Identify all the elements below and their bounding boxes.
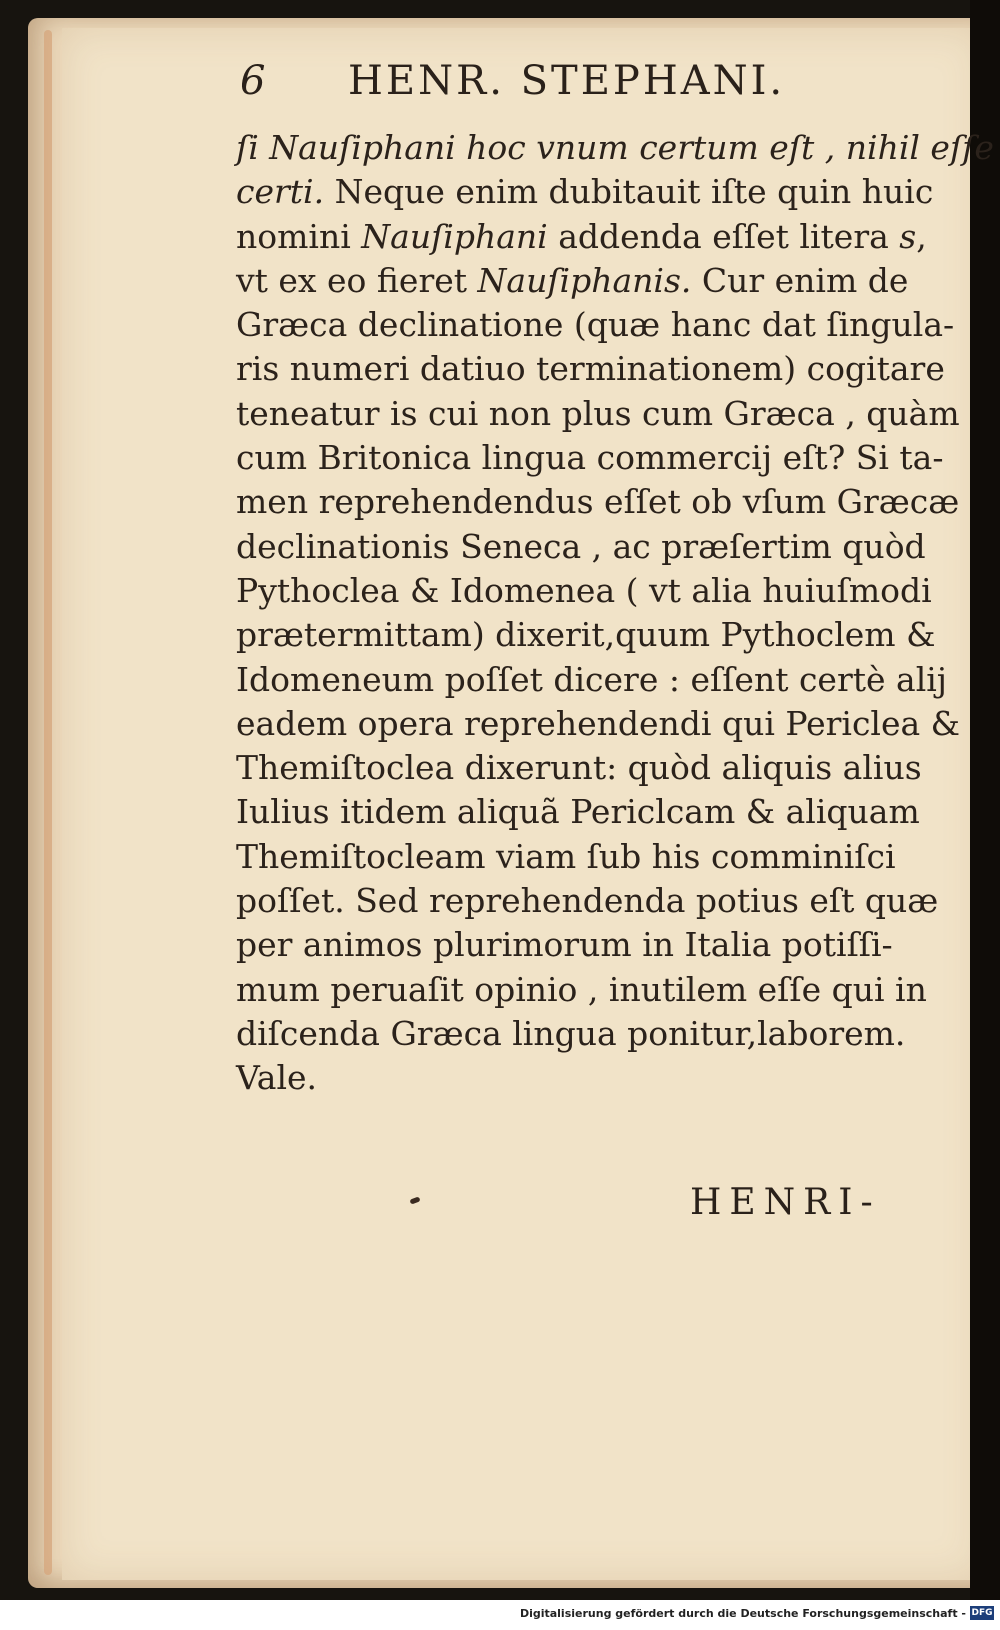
body-text [236,126,994,1101]
italic-text: certi. [236,172,325,212]
roman-text: per animos plurimorum in Italia potiſſi- [236,925,893,965]
catchword: HENRI- [690,1182,881,1223]
italic-text: Nauſiphani [361,216,548,256]
text-line [236,879,939,923]
roman-text: Vale. [236,1058,318,1098]
text-line [236,525,926,569]
roman-text: prætermittam) dixerit,quum Pythoclem & [236,615,936,655]
roman-text: Pythoclea & Idomenea ( vt alia huiuſmodi [236,570,932,610]
roman-text: vt ex eo fieret [236,260,478,300]
roman-text: nomini [236,216,362,256]
roman-text: addenda eſſet litera [547,216,900,256]
text-line [236,259,926,303]
roman-text: poſſet. Sed reprehendenda potius eſt quæ [236,881,939,921]
dfg-logo-icon: DFG [971,1608,993,1618]
text-line [236,613,936,657]
running-head [240,58,840,118]
text-line [236,702,961,746]
roman-text: Neque enim dubitauit iſte quin huic [324,172,934,212]
roman-text: Idomeneum poſſet dicere : eſſent certè alij [236,659,948,699]
leaf-edge [44,30,52,1575]
roman-text: Græca declinatione (quæ hanc dat ſingula- [236,305,955,345]
page-number: 6 [240,58,266,104]
footer-credit: Digitalisierung gefördert durch die Deutsche Forschungsgemeinschaft - [519,1607,966,1620]
running-head-title: HENR. STEPHANI. [348,58,786,104]
italic-text: ſi Nauſiphani hoc vnum certum eſt , nihil eſſe [236,128,994,167]
text-line [236,835,926,879]
scan-right-edge [970,0,1000,1600]
roman-text: , [916,216,927,256]
roman-text: declinationis Seneca , ac præſertim quòd [236,526,926,566]
text-line [236,1056,926,1100]
text-line [236,347,945,391]
roman-text: teneatur is cui non plus cum Græca , quàm [236,393,960,433]
text-line [236,658,948,702]
text-line [236,923,926,967]
roman-text: Cur enim de [691,260,909,300]
text-line [236,790,926,834]
digitization-footer [0,1600,1000,1630]
roman-text: ris numeri datiuo terminationem) cogitare [236,349,945,389]
italic-text: s [899,216,917,256]
roman-text: diſcenda Græca lingua ponitur,laborem. [236,1013,906,1053]
text-line [236,968,926,1012]
roman-text: Themiſtocleam viam ſub his comminiſci [236,836,896,876]
text-line [236,303,955,347]
text-line [236,170,934,214]
roman-text: Themiſtoclea dixerunt: quòd aliquis alius [236,748,922,788]
text-line [236,215,926,259]
roman-text: mum peruaſit opinio , inutilem eſſe qui in [236,969,927,1009]
roman-text: men reprehendendus eſſet ob vſum Græcæ [236,482,960,522]
roman-text: Iulius itidem aliquã Periclcam & aliquam [236,792,920,832]
text-line [236,392,960,436]
italic-text: Nauſiphanis. [477,260,692,300]
text-line [236,436,944,480]
text-line [236,480,960,524]
text-line [236,126,994,170]
text-line [236,569,932,613]
roman-text: eadem opera reprehendendi qui Periclea & [236,703,961,743]
text-line [236,1012,926,1056]
text-line [236,746,926,790]
roman-text: cum Britonica lingua commercij eſt? Si ta- [236,438,944,478]
